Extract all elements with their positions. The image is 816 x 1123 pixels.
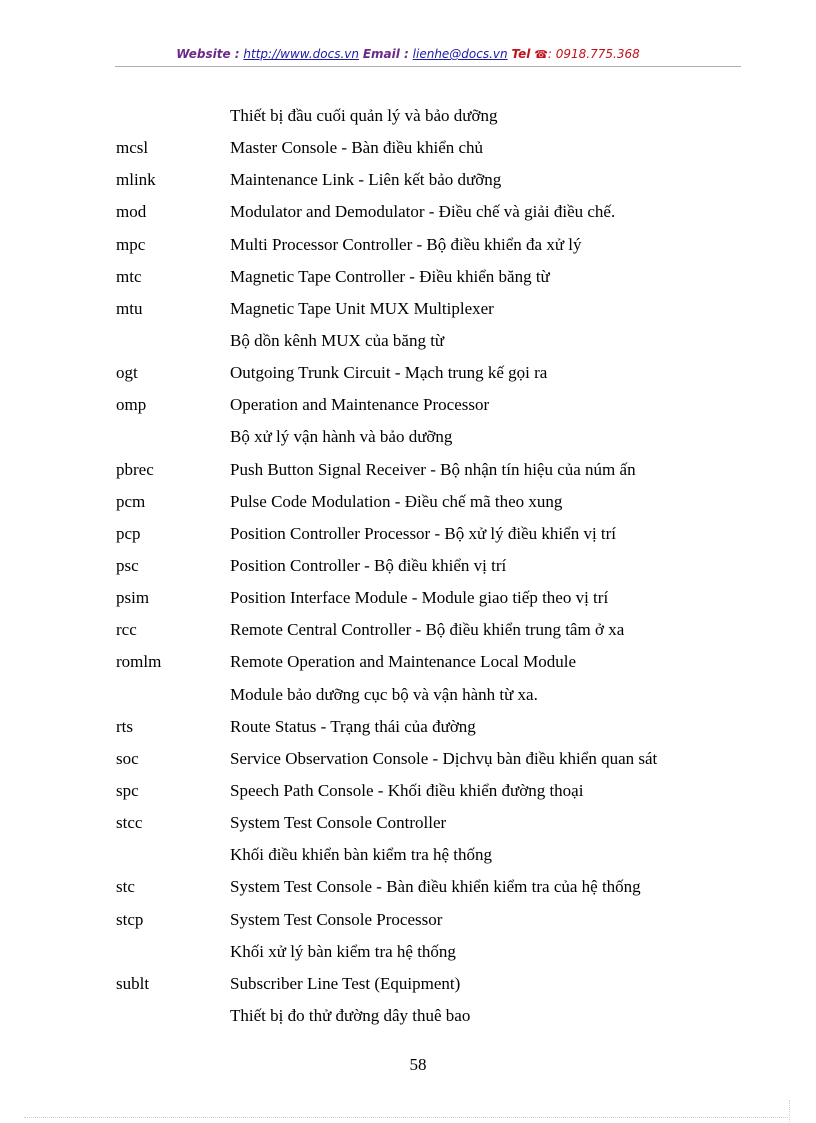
entry-definition: System Test Console - Bàn điều khiển kiểm tra của hệ thống (230, 877, 641, 897)
phone-number: : 0918.775.368 (547, 47, 640, 61)
entry-abbreviation: sublt (116, 973, 150, 993)
glossary-entry (0, 908, 816, 940)
glossary-entry (0, 361, 816, 393)
glossary-entry (0, 683, 816, 715)
entry-definition: Bộ xử lý vận hành và bảo dưỡng (230, 427, 453, 447)
bottom-border (24, 1117, 790, 1118)
glossary-entry (0, 972, 816, 1004)
entry-definition: Position Controller Processor - Bộ xử lý điều khiển vị trí (230, 523, 617, 543)
entry-abbreviation: pcm (116, 491, 146, 511)
page-header (0, 47, 816, 61)
glossary-entry (0, 779, 816, 811)
glossary-list (0, 104, 816, 1036)
glossary-entry (0, 297, 816, 329)
entry-abbreviation: ogt (116, 363, 138, 383)
entry-definition: Khối điều khiển bàn kiểm tra hệ thống (230, 845, 493, 865)
entry-abbreviation: rts (116, 716, 133, 736)
entry-abbreviation: psim (116, 588, 150, 608)
glossary-entry (0, 200, 816, 232)
entry-definition: Master Console - Bàn điều khiển chủ (230, 138, 484, 158)
glossary-entry (0, 522, 816, 554)
glossary-entry (0, 393, 816, 425)
entry-abbreviation: omp (116, 395, 147, 415)
entry-definition: System Test Console Processor (230, 909, 443, 929)
entry-definition: Outgoing Trunk Circuit - Mạch trung kế gọi ra (230, 363, 548, 383)
glossary-entry (0, 843, 816, 875)
right-border (789, 1100, 790, 1122)
entry-abbreviation: mpc (116, 234, 146, 254)
entry-abbreviation: pcp (116, 523, 141, 543)
entry-definition: Service Observation Console - Dịchvụ bàn điều khiển quan sát (230, 748, 658, 768)
entry-definition: Remote Operation and Maintenance Local Module (230, 652, 577, 672)
entry-abbreviation: mod (116, 202, 147, 222)
telephone-icon: ☎ (534, 48, 548, 61)
glossary-entry (0, 586, 816, 618)
entry-definition: Operation and Maintenance Processor (230, 395, 490, 415)
tel-label: Tel (511, 47, 531, 61)
entry-definition: Pulse Code Modulation - Điều chế mã theo xung (230, 491, 563, 511)
entry-abbreviation: soc (116, 748, 139, 768)
entry-abbreviation: pbrec (116, 459, 154, 479)
entry-definition: Module bảo dưỡng cục bộ và vận hành từ xa. (230, 684, 538, 704)
entry-definition: Maintenance Link - Liên kết bảo dưỡng (230, 170, 502, 190)
entry-definition: Khối xử lý bàn kiểm tra hệ thống (230, 941, 456, 961)
entry-definition: Route Status - Trạng thái của đường (230, 716, 476, 736)
glossary-entry (0, 875, 816, 907)
entry-abbreviation: stc (116, 877, 135, 897)
glossary-entry (0, 458, 816, 490)
entry-abbreviation: mcsl (116, 138, 149, 158)
entry-definition: Magnetic Tape Controller - Điều khiển băng từ (230, 266, 550, 286)
website-label: Website : (176, 47, 240, 61)
entry-abbreviation: psc (116, 555, 139, 575)
entry-abbreviation: stcc (116, 813, 143, 833)
entry-definition: Multi Processor Controller - Bộ điều khiển đa xử lý (230, 234, 582, 254)
glossary-entry (0, 715, 816, 747)
glossary-entry (0, 104, 816, 136)
entry-abbreviation: romlm (116, 652, 162, 672)
entry-abbreviation: mtu (116, 298, 143, 318)
glossary-entry (0, 490, 816, 522)
entry-definition: Bộ dồn kênh MUX của băng từ (230, 330, 445, 350)
entry-abbreviation: rcc (116, 620, 137, 640)
entry-definition: System Test Console Controller (230, 813, 447, 833)
glossary-entry (0, 554, 816, 586)
glossary-entry (0, 329, 816, 361)
entry-definition: Modulator and Demodulator - Điều chế và giải điều chế. (230, 202, 616, 222)
glossary-entry (0, 940, 816, 972)
glossary-entry (0, 168, 816, 200)
entry-definition: Position Controller - Bộ điều khiển vị trí (230, 555, 507, 575)
glossary-entry (0, 1004, 816, 1036)
glossary-entry (0, 233, 816, 265)
entry-definition: Position Interface Module - Module giao tiếp theo vị trí (230, 588, 609, 608)
entry-abbreviation: mtc (116, 266, 142, 286)
entry-abbreviation: stcp (116, 909, 144, 929)
glossary-entry (0, 265, 816, 297)
entry-definition: Subscriber Line Test (Equipment) (230, 973, 461, 993)
entry-definition: Remote Central Controller - Bộ điều khiển trung tâm ở xa (230, 620, 625, 640)
glossary-entry (0, 425, 816, 457)
entry-definition: Magnetic Tape Unit MUX Multiplexer (230, 298, 494, 318)
entry-definition: Push Button Signal Receiver - Bộ nhận tín hiệu của núm ấn (230, 459, 636, 479)
entry-abbreviation: spc (116, 780, 139, 800)
website-link[interactable]: http://www.docs.vn (243, 47, 359, 61)
page-number: 58 (409, 1055, 427, 1074)
entry-definition: Speech Path Console - Khối điều khiển đường thoại (230, 780, 584, 800)
entry-abbreviation: mlink (116, 170, 156, 190)
glossary-entry (0, 811, 816, 843)
glossary-entry (0, 136, 816, 168)
email-link[interactable]: lienhe@docs.vn (412, 47, 508, 61)
entry-definition: Thiết bị đo thử đường dây thuê bao (230, 1005, 471, 1025)
entry-definition: Thiết bị đầu cuối quản lý và bảo dưỡng (230, 106, 498, 125)
glossary-entry (0, 618, 816, 650)
header-divider (115, 66, 741, 67)
glossary-entry (0, 747, 816, 779)
glossary-entry (0, 650, 816, 682)
email-label: Email : (362, 47, 409, 61)
